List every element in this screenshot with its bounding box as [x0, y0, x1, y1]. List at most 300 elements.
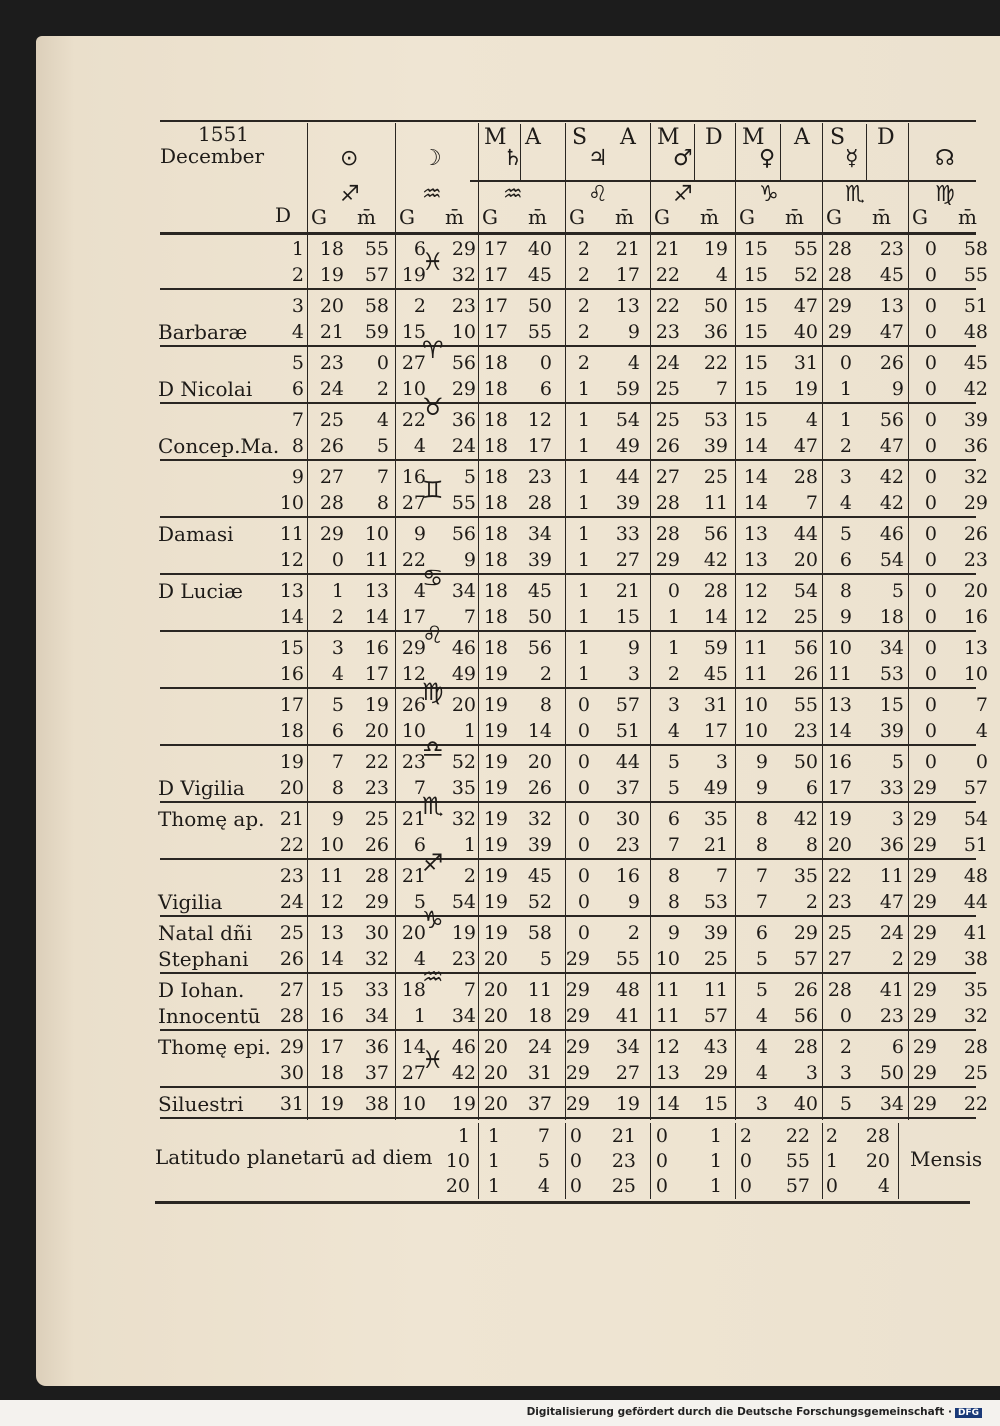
degree-value: 29	[912, 808, 937, 830]
header-abbrev: M	[484, 125, 509, 150]
minute-value: 51	[963, 295, 988, 317]
minute-value: 17	[527, 435, 552, 457]
minute-value: 55	[451, 492, 476, 514]
degree-value: 14	[319, 948, 344, 970]
degree-value: 1	[413, 1005, 426, 1027]
header-m-label: m̄	[958, 205, 977, 229]
degree-value: 6	[413, 238, 426, 260]
day-number: 3	[291, 295, 304, 317]
degree-value: 19	[483, 865, 508, 887]
degree-value: 5	[839, 1093, 852, 1115]
minute-value: 9	[891, 378, 904, 400]
minute-value: 42	[793, 808, 818, 830]
minute-value: 45	[527, 865, 552, 887]
minute-value: 52	[793, 264, 818, 286]
group-rule	[160, 1029, 976, 1031]
degree-value: 14	[401, 1036, 426, 1058]
degree-value: 0	[924, 492, 937, 514]
minute-value: 39	[703, 435, 728, 457]
degree-value: 29	[912, 1062, 937, 1084]
minute-value: 29	[703, 1062, 728, 1084]
minute-value: 34	[527, 523, 552, 545]
minute-value: 41	[963, 922, 988, 944]
degree-value: 29	[912, 1036, 937, 1058]
degree-value: 18	[319, 1062, 344, 1084]
degree-value: 1	[577, 378, 590, 400]
latitude-divider	[565, 1123, 566, 1199]
degree-value: 27	[319, 466, 344, 488]
header-abbrev: A	[620, 125, 638, 150]
degree-value: 10	[827, 637, 852, 659]
degree-value: 5	[755, 948, 768, 970]
minute-value: 25	[793, 606, 818, 628]
degree-value: 18	[483, 606, 508, 628]
minute-value: 8	[376, 492, 389, 514]
degree-value: 2	[839, 435, 852, 457]
minute-value: 32	[451, 808, 476, 830]
degree-value: 2	[577, 264, 590, 286]
degree-value: 11	[743, 637, 768, 659]
minute-value: 54	[963, 808, 988, 830]
degree-value: 17	[483, 295, 508, 317]
header-month: December	[160, 144, 265, 168]
degree-value: 24	[319, 378, 344, 400]
latitude-degree: 1	[825, 1150, 838, 1172]
degree-value: 29	[565, 1005, 590, 1027]
minute-value: 40	[793, 321, 818, 343]
degree-value: 4	[667, 720, 680, 742]
minute-value: 51	[963, 834, 988, 856]
degree-value: 19	[483, 891, 508, 913]
minute-value: 0	[975, 751, 988, 773]
minute-value: 11	[879, 865, 904, 887]
header-g-label: G	[826, 205, 842, 229]
latitude-degree: 1	[487, 1150, 500, 1172]
degree-value: 13	[743, 523, 768, 545]
zodiac-sign: ♌	[588, 182, 608, 207]
latitude-divider	[822, 1123, 823, 1199]
day-number: 2	[291, 264, 304, 286]
degree-value: 5	[839, 523, 852, 545]
minute-value: 19	[703, 238, 728, 260]
minute-value: 33	[364, 979, 389, 1001]
sign-change-mark: ♓	[422, 248, 444, 276]
degree-value: 16	[319, 1005, 344, 1027]
row-label: Damasi	[158, 522, 234, 546]
minute-value: 24	[451, 435, 476, 457]
degree-value: 9	[755, 777, 768, 799]
degree-value: 25	[655, 409, 680, 431]
minute-value: 15	[703, 1093, 728, 1115]
minute-value: 5	[539, 948, 552, 970]
minute-value: 50	[527, 606, 552, 628]
degree-value: 28	[655, 492, 680, 514]
degree-value: 8	[755, 834, 768, 856]
group-rule	[160, 972, 976, 974]
degree-value: 6	[839, 549, 852, 571]
minute-value: 22	[963, 1093, 988, 1115]
degree-value: 20	[483, 1036, 508, 1058]
minute-value: 36	[879, 834, 904, 856]
minute-value: 18	[879, 606, 904, 628]
degree-value: 29	[565, 1093, 590, 1115]
degree-value: 11	[655, 979, 680, 1001]
degree-value: 26	[319, 435, 344, 457]
degree-value: 4	[755, 1062, 768, 1084]
header-g-label: G	[311, 205, 327, 229]
minute-value: 55	[527, 321, 552, 343]
degree-value: 15	[743, 321, 768, 343]
minute-value: 42	[451, 1062, 476, 1084]
minute-value: 16	[615, 865, 640, 887]
column-divider	[735, 123, 736, 1120]
degree-value: 12	[655, 1036, 680, 1058]
degree-value: 29	[827, 295, 852, 317]
minute-value: 7	[376, 466, 389, 488]
minute-value: 19	[615, 1093, 640, 1115]
minute-value: 52	[451, 751, 476, 773]
abbrev-divider	[694, 124, 695, 180]
degree-value: 17	[483, 264, 508, 286]
degree-value: 28	[827, 264, 852, 286]
header-bottom-rule	[160, 232, 976, 235]
degree-value: 0	[924, 264, 937, 286]
minute-value: 10	[364, 523, 389, 545]
minute-value: 2	[463, 865, 476, 887]
degree-value: 12	[319, 891, 344, 913]
group-rule	[160, 744, 976, 746]
row-label: Thomę ap.	[158, 807, 265, 831]
minute-value: 29	[451, 238, 476, 260]
degree-value: 4	[839, 492, 852, 514]
degree-value: 29	[912, 1093, 937, 1115]
degree-value: 6	[413, 834, 426, 856]
degree-value: 18	[401, 979, 426, 1001]
sign-change-mark: ♉	[422, 393, 444, 421]
minute-value: 17	[615, 264, 640, 286]
degree-value: 1	[577, 580, 590, 602]
group-rule	[160, 858, 976, 860]
degree-value: 15	[319, 979, 344, 1001]
minute-value: 11	[703, 979, 728, 1001]
degree-value: 14	[827, 720, 852, 742]
day-number: 15	[279, 637, 304, 659]
header-g-label: G	[739, 205, 755, 229]
planet-sign: ♂	[673, 146, 693, 171]
minute-value: 6	[539, 378, 552, 400]
latitude-degree: 0	[739, 1150, 752, 1172]
degree-value: 4	[331, 663, 344, 685]
degree-value: 0	[924, 549, 937, 571]
minute-value: 5	[376, 435, 389, 457]
degree-value: 2	[577, 238, 590, 260]
minute-value: 39	[879, 720, 904, 742]
degree-value: 6	[667, 808, 680, 830]
degree-value: 5	[755, 979, 768, 1001]
row-label: Vigilia	[158, 890, 223, 914]
minute-value: 56	[879, 409, 904, 431]
minute-value: 35	[703, 808, 728, 830]
degree-value: 29	[912, 948, 937, 970]
degree-value: 28	[319, 492, 344, 514]
degree-value: 2	[577, 295, 590, 317]
degree-value: 20	[319, 295, 344, 317]
minute-value: 21	[615, 580, 640, 602]
degree-value: 18	[483, 352, 508, 374]
minute-value: 46	[451, 637, 476, 659]
latitude-minute: 7	[537, 1125, 550, 1147]
minute-value: 34	[364, 1005, 389, 1027]
latitude-day: 1	[457, 1125, 470, 1147]
degree-value: 0	[577, 865, 590, 887]
minute-value: 34	[451, 580, 476, 602]
degree-value: 1	[839, 409, 852, 431]
minute-value: 8	[539, 694, 552, 716]
latitude-degree: 2	[825, 1125, 838, 1147]
degree-value: 7	[667, 834, 680, 856]
degree-value: 29	[912, 777, 937, 799]
header-abbrev: S	[572, 125, 590, 150]
degree-value: 2	[577, 352, 590, 374]
degree-value: 7	[755, 891, 768, 913]
latitude-minute: 4	[877, 1175, 890, 1197]
degree-value: 19	[483, 751, 508, 773]
degree-value: 18	[483, 549, 508, 571]
minute-value: 32	[963, 466, 988, 488]
minute-value: 36	[703, 321, 728, 343]
header-top-rule	[160, 120, 976, 122]
abbrev-divider	[866, 124, 867, 180]
sign-change-mark: ♎	[422, 735, 444, 763]
minute-value: 45	[703, 663, 728, 685]
latitude-minute: 1	[709, 1125, 722, 1147]
minute-value: 47	[879, 321, 904, 343]
header-m-label: m̄	[528, 205, 547, 229]
degree-value: 1	[839, 378, 852, 400]
minute-value: 33	[879, 777, 904, 799]
minute-value: 28	[793, 1036, 818, 1058]
minute-value: 39	[963, 409, 988, 431]
degree-value: 2	[413, 295, 426, 317]
degree-value: 18	[483, 492, 508, 514]
degree-value: 9	[755, 751, 768, 773]
latitude-degree: 0	[569, 1175, 582, 1197]
degree-value: 7	[413, 777, 426, 799]
degree-value: 29	[319, 523, 344, 545]
latitude-minute: 21	[611, 1125, 636, 1147]
planet-sign: ♄	[503, 146, 523, 171]
degree-value: 20	[483, 948, 508, 970]
degree-value: 8	[839, 580, 852, 602]
latitude-degree: 0	[655, 1150, 668, 1172]
degree-value: 21	[319, 321, 344, 343]
minute-value: 3	[805, 1062, 818, 1084]
minute-value: 9	[627, 321, 640, 343]
degree-value: 12	[401, 663, 426, 685]
day-number: 14	[279, 606, 304, 628]
latitude-degree: 0	[569, 1150, 582, 1172]
minute-value: 48	[963, 865, 988, 887]
minute-value: 49	[703, 777, 728, 799]
degree-value: 4	[413, 948, 426, 970]
minute-value: 27	[615, 1062, 640, 1084]
minute-value: 1	[463, 720, 476, 742]
minute-value: 50	[793, 751, 818, 773]
row-label: Thomę epi.	[158, 1035, 271, 1059]
minute-value: 18	[527, 1005, 552, 1027]
header-g-label: G	[912, 205, 928, 229]
degree-value: 9	[331, 808, 344, 830]
minute-value: 44	[615, 751, 640, 773]
latitude-minute: 25	[611, 1175, 636, 1197]
group-rule	[160, 516, 976, 518]
sign-change-mark: ♓	[422, 1046, 444, 1074]
minute-value: 28	[793, 466, 818, 488]
header-g-label: G	[569, 205, 585, 229]
minute-value: 57	[703, 1005, 728, 1027]
day-number: 23	[279, 865, 304, 887]
minute-value: 47	[793, 295, 818, 317]
minute-value: 13	[963, 637, 988, 659]
table-bottom-rule	[160, 1117, 976, 1119]
minute-value: 13	[879, 295, 904, 317]
minute-value: 46	[879, 523, 904, 545]
row-label: Barbaræ	[158, 320, 248, 344]
degree-value: 26	[655, 435, 680, 457]
minute-value: 10	[963, 663, 988, 685]
day-number: 29	[279, 1036, 304, 1058]
latitude-minute: 5	[537, 1150, 550, 1172]
day-number: 4	[291, 321, 304, 343]
sign-change-mark: ♒	[422, 963, 444, 991]
minute-value: 3	[627, 663, 640, 685]
degree-value: 14	[743, 435, 768, 457]
minute-value: 1	[463, 834, 476, 856]
degree-value: 0	[577, 720, 590, 742]
minute-value: 49	[451, 663, 476, 685]
minute-value: 20	[793, 549, 818, 571]
minute-value: 8	[805, 834, 818, 856]
minute-value: 30	[615, 808, 640, 830]
day-number: 6	[291, 378, 304, 400]
minute-value: 37	[527, 1093, 552, 1115]
degree-value: 15	[743, 409, 768, 431]
minute-value: 21	[615, 238, 640, 260]
minute-value: 42	[879, 492, 904, 514]
degree-value: 1	[577, 637, 590, 659]
minute-value: 44	[963, 891, 988, 913]
degree-value: 17	[483, 321, 508, 343]
degree-value: 28	[827, 238, 852, 260]
minute-value: 53	[703, 409, 728, 431]
minute-value: 54	[793, 580, 818, 602]
minute-value: 35	[793, 865, 818, 887]
minute-value: 55	[364, 238, 389, 260]
latitude-degree: 2	[739, 1125, 752, 1147]
degree-value: 27	[655, 466, 680, 488]
planet-sign: ⊙	[340, 146, 359, 171]
header-g-label: G	[482, 205, 498, 229]
degree-value: 1	[577, 492, 590, 514]
minute-value: 52	[527, 891, 552, 913]
degree-value: 0	[924, 694, 937, 716]
credit-text: Digitalisierung gefördert durch die Deutsche Forschungsgemeinschaft ·	[526, 1406, 952, 1418]
minute-value: 39	[527, 834, 552, 856]
degree-value: 16	[401, 466, 426, 488]
day-number: 31	[279, 1093, 304, 1115]
minute-value: 54	[451, 891, 476, 913]
minute-value: 42	[963, 378, 988, 400]
column-divider	[307, 123, 308, 1120]
degree-value: 29	[912, 1005, 937, 1027]
day-number: 24	[279, 891, 304, 913]
minute-value: 34	[451, 1005, 476, 1027]
minute-value: 45	[963, 352, 988, 374]
minute-value: 42	[703, 549, 728, 571]
zodiac-sign: ♐	[673, 182, 693, 207]
degree-value: 29	[401, 637, 426, 659]
minute-value: 45	[527, 580, 552, 602]
degree-value: 0	[577, 777, 590, 799]
minute-value: 38	[963, 948, 988, 970]
minute-value: 46	[451, 1036, 476, 1058]
degree-value: 10	[655, 948, 680, 970]
degree-value: 2	[331, 606, 344, 628]
degree-value: 14	[655, 1093, 680, 1115]
degree-value: 18	[483, 580, 508, 602]
degree-value: 3	[667, 694, 680, 716]
degree-value: 5	[413, 891, 426, 913]
day-number: 8	[291, 435, 304, 457]
degree-value: 12	[743, 580, 768, 602]
header-abbrev: D	[877, 125, 897, 150]
degree-value: 6	[331, 720, 344, 742]
minute-value: 23	[451, 295, 476, 317]
minute-value: 14	[527, 720, 552, 742]
minute-value: 56	[527, 637, 552, 659]
minute-value: 57	[963, 777, 988, 799]
degree-value: 5	[331, 694, 344, 716]
minute-value: 7	[715, 865, 728, 887]
degree-value: 17	[401, 606, 426, 628]
latitude-divider	[478, 1123, 479, 1199]
group-rule	[160, 459, 976, 461]
minute-value: 57	[793, 948, 818, 970]
degree-value: 0	[577, 694, 590, 716]
minute-value: 9	[463, 549, 476, 571]
planet-sign: ☽	[422, 146, 442, 171]
degree-value: 15	[743, 264, 768, 286]
degree-value: 28	[655, 523, 680, 545]
day-number: 26	[279, 948, 304, 970]
sign-change-mark: ♌	[422, 621, 444, 649]
minute-value: 32	[963, 1005, 988, 1027]
degree-value: 17	[827, 777, 852, 799]
degree-value: 1	[577, 549, 590, 571]
minute-value: 11	[527, 979, 552, 1001]
sign-change-mark: ♏	[422, 792, 444, 820]
abbrev-divider	[780, 124, 781, 180]
degree-value: 19	[401, 264, 426, 286]
book-page	[36, 36, 1000, 1386]
degree-value: 24	[655, 352, 680, 374]
degree-value: 29	[565, 1036, 590, 1058]
degree-value: 29	[827, 321, 852, 343]
minute-value: 38	[364, 1093, 389, 1115]
degree-value: 9	[413, 523, 426, 545]
minute-value: 56	[703, 523, 728, 545]
degree-value: 1	[577, 466, 590, 488]
